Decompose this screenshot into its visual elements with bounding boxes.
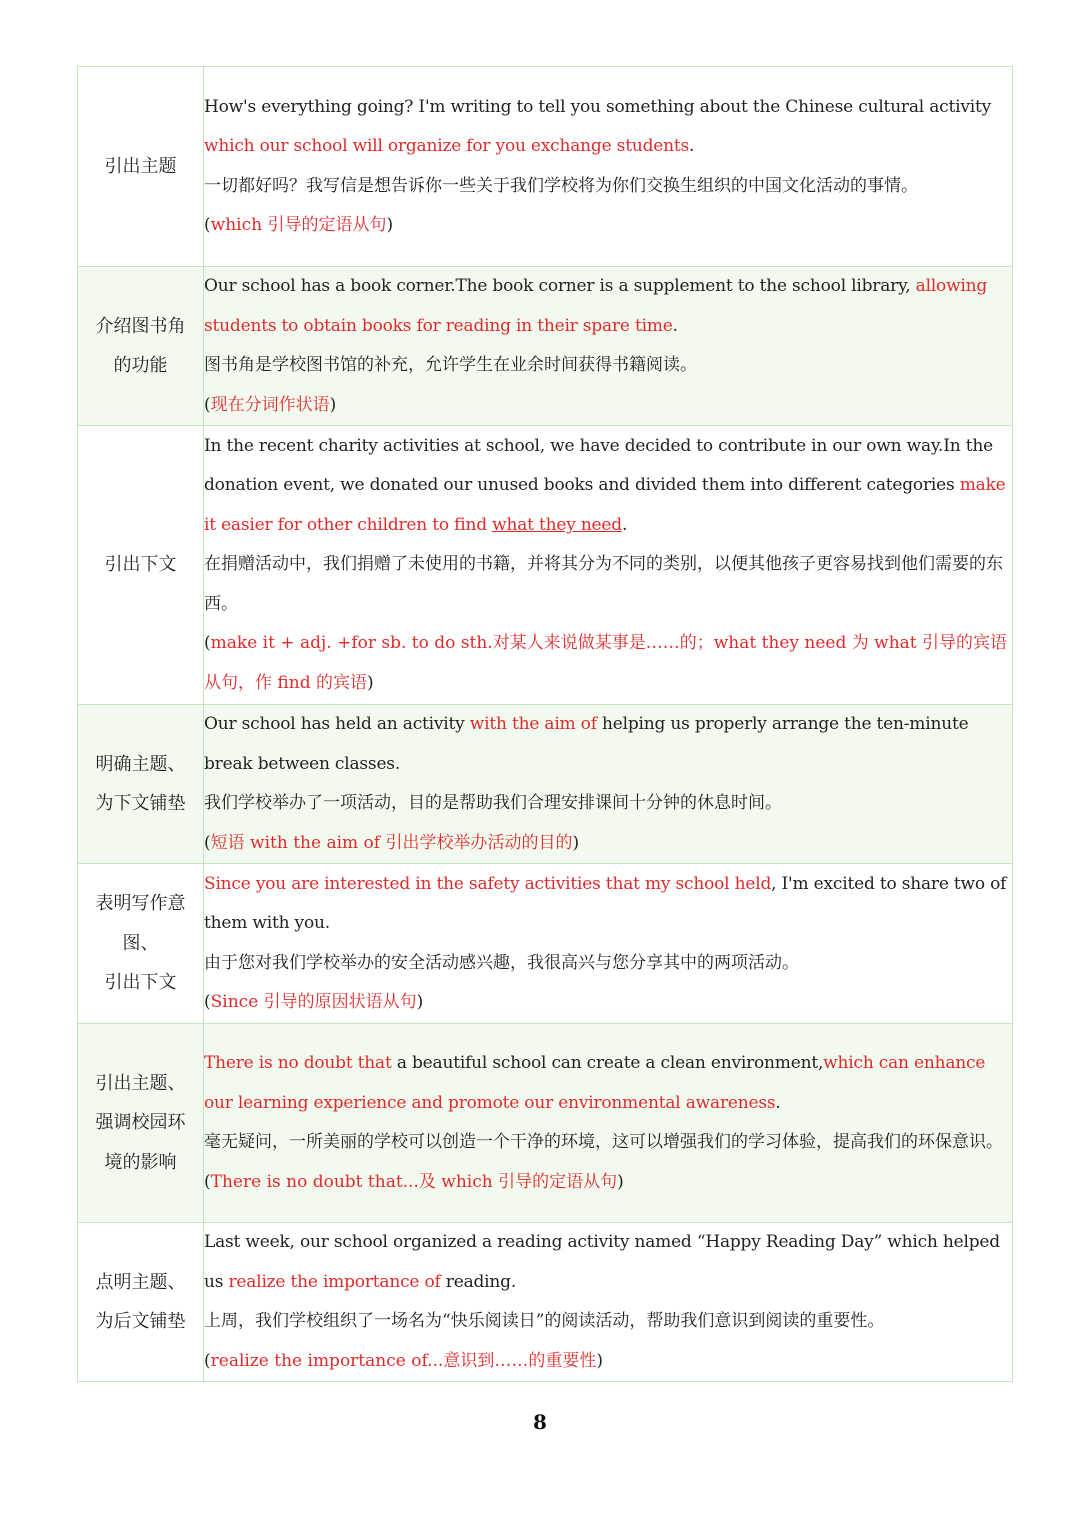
row-label-line: 为下文铺垫 (95, 793, 186, 814)
sentence-text: a beautiful school can create a clean environment, (391, 1053, 824, 1073)
row-label (78, 426, 204, 705)
sentence-text: Last week, our school organized a reading activity named “Happy Reading Day” which helped us (204, 1232, 1000, 1292)
row-label-line: 引出主题、 (95, 1072, 186, 1094)
sentence-text: . (621, 514, 628, 535)
chinese-translation: 我们学校举办了一项活动，目的是帮助我们合理安排课间十分钟的休息时间。 (204, 793, 782, 813)
row-label (78, 1223, 204, 1382)
highlighted-phrase: There is no doubt that (204, 1053, 392, 1073)
english-sentence (204, 705, 1012, 784)
row-label-line: 表明写作意 (95, 893, 186, 915)
sentence-text: reading. (440, 1271, 517, 1292)
table-row (78, 1024, 1013, 1223)
highlighted-phrase: with the aim of (469, 714, 597, 734)
chinese-translation: 由于您对我们学校举办的安全活动感兴趣，我很高兴与您分享其中的两项活动。 (204, 952, 799, 973)
row-label-line: 强调校园环 (95, 1112, 186, 1134)
english-sentence (204, 1044, 1012, 1123)
row-label-line: 引出主题 (104, 155, 177, 177)
sentence-text: Our school has a book corner.The book corner is a supplement to the school library, (204, 276, 916, 296)
parenthesis: ( (204, 394, 211, 415)
grammar-note-text: realize the importance of...意识到……的重要性 (210, 1350, 597, 1371)
row-content (204, 67, 1013, 267)
row-label-line: 点明主题、 (95, 1271, 186, 1293)
english-sentence (204, 88, 1012, 167)
chinese-translation: 一切都好吗？我写信是想告诉你一些关于我们学校将为你们交换生组织的中国文化活动的事情。 (204, 175, 918, 196)
highlighted-phrase: which can enhance our learning experience and promote our environmental awareness (204, 1053, 986, 1113)
sentence-text: helping us properly arrange the ten-minute break between classes. (204, 714, 969, 774)
parenthesis: ) (386, 215, 394, 235)
sentence-text: , I'm excited to share two of them with you. (204, 873, 1007, 933)
row-content (204, 426, 1013, 705)
english-sentence (204, 427, 1012, 546)
table-row (78, 426, 1013, 705)
table-row (78, 67, 1013, 267)
highlighted-phrase: which our school will organize for you exchange students (204, 136, 690, 156)
parenthesis: ) (329, 394, 337, 415)
english-sentence (204, 267, 1012, 346)
row-label-line: 为后文铺垫 (95, 1311, 186, 1332)
parenthesis: ( (204, 1350, 211, 1371)
row-label (78, 705, 204, 864)
grammar-note-text: 短语 with the aim of 引出学校举办活动的目的 (210, 832, 573, 853)
chinese-translation: 在捐赠活动中，我们捐赠了未使用的书籍，并将其分为不同的类别，以便其他孩子更容易找到他们需要的东西。 (204, 554, 1003, 614)
row-content (204, 1223, 1013, 1382)
highlighted-phrase: realize the importance of (228, 1271, 441, 1292)
highlighted-phrase: what they need (492, 514, 622, 535)
parenthesis: ( (204, 992, 211, 1012)
row-label (78, 864, 204, 1024)
grammar-note-text: 现在分词作状语 (210, 394, 330, 415)
row-content (204, 705, 1013, 864)
grammar-note-text: which 引导的定语从句 (210, 215, 387, 235)
row-label-line: 引出下文 (104, 972, 177, 994)
highlighted-phrase: make it easier for other children to find (204, 475, 1006, 535)
grammar-note-text: Since 引导的原因状语从句 (210, 992, 417, 1012)
grammar-note (204, 624, 1012, 703)
parenthesis: ( (204, 1171, 211, 1192)
row-label-line: 引出下文 (104, 554, 177, 576)
grammar-note (204, 983, 1012, 1023)
parenthesis: ) (366, 672, 374, 693)
parenthesis: ) (572, 832, 580, 853)
sentence-text: . (689, 136, 695, 156)
row-label (78, 267, 204, 426)
sentence-text: . (672, 315, 678, 336)
chinese-translation: 上周，我们学校组织了一场名为“快乐阅读日”的阅读活动，帮助我们意识到阅读的重要性。 (204, 1311, 885, 1331)
grammar-note (204, 1163, 1012, 1203)
table-row (78, 864, 1013, 1024)
grammar-note (204, 824, 1012, 864)
table-row (78, 1223, 1013, 1382)
grammar-note (204, 386, 1012, 426)
row-content (204, 267, 1013, 426)
highlighted-phrase: allowing students to obtain books for reading in their spare time (204, 276, 988, 336)
grammar-note (204, 1342, 1012, 1382)
parenthesis: ) (596, 1350, 603, 1371)
parenthesis: ) (416, 992, 424, 1012)
highlighted-phrase: Since you are interested in the safety activities that my school held (204, 873, 772, 894)
parenthesis: ( (204, 215, 211, 235)
sentence-text: In the recent charity activities at school, we have decided to contribute in our own way.In the donation event, we donated our unused books and divided them into different categories (204, 435, 993, 496)
row-label-line: 介绍图书角 (95, 315, 186, 337)
grammar-note (204, 206, 1012, 246)
writing-examples-table (77, 66, 1013, 1382)
chinese-translation: 图书角是学校图书馆的补充，允许学生在业余时间获得书籍阅读。 (204, 355, 697, 375)
english-sentence (204, 1223, 1012, 1302)
row-label (78, 1024, 204, 1223)
english-sentence (204, 865, 1012, 944)
row-label-line: 境的影响 (104, 1151, 177, 1173)
grammar-note-text: make it + adj. +for sb. to do sth.对某人来说做某事是……的；what they need 为 what 引导的宾语从句，作 find 的宾语 (204, 633, 1008, 693)
sentence-text: . (775, 1092, 781, 1113)
row-content (204, 1024, 1013, 1223)
table-row (78, 705, 1013, 864)
grammar-note-text: There is no doubt that...及 which 引导的定语从句 (210, 1171, 618, 1192)
row-content (204, 864, 1013, 1024)
chinese-translation: 毫无疑问，一所美丽的学校可以创造一个干净的环境，这可以增强我们的学习体验，提高我们的环保意识。 (204, 1132, 1003, 1152)
parenthesis: ( (204, 633, 211, 654)
sentence-text: Our school has held an activity (204, 714, 470, 734)
page-number: 8 (533, 1410, 547, 1434)
parenthesis: ( (204, 832, 211, 853)
row-label-line: 图、 (122, 932, 159, 954)
parenthesis: ) (617, 1171, 624, 1192)
table-row (78, 267, 1013, 426)
row-label-line: 明确主题、 (95, 753, 186, 775)
row-label (78, 67, 204, 267)
sentence-text: How's everything going? I'm writing to tell you something about the Chinese cultural activity (204, 96, 992, 117)
row-label-line: 的功能 (113, 355, 168, 376)
